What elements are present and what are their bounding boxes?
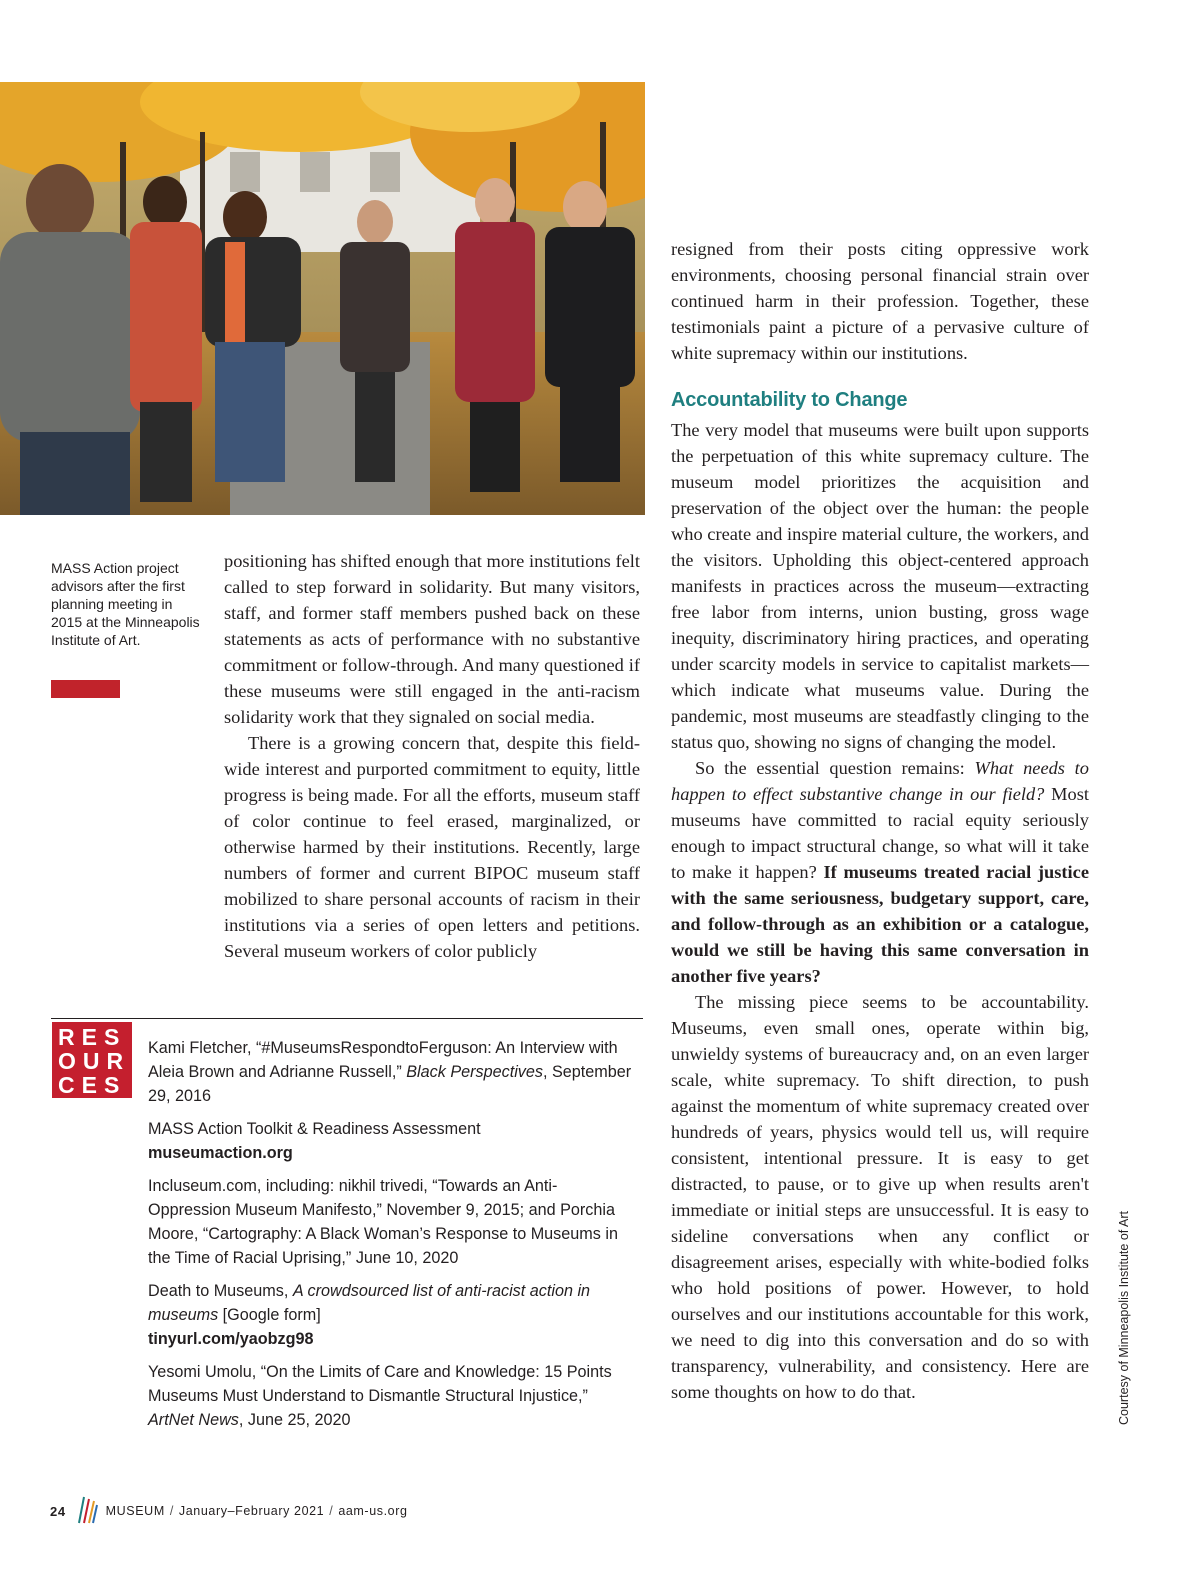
website-link[interactable]: aam-us.org xyxy=(338,1504,408,1518)
right-paragraph-2 xyxy=(671,755,1089,989)
magazine-name: MUSEUM xyxy=(105,1504,165,1518)
middle-column xyxy=(224,548,640,964)
resource-text: Kami Fletcher, “#MuseumsRespondtoFerguson: An Interview with Aleia Brown and Adrianne Russell,” xyxy=(148,1039,618,1081)
resource-item xyxy=(148,1117,638,1165)
resource-text: MASS Action Toolkit & Readiness Assessment xyxy=(148,1120,481,1138)
resource-item xyxy=(148,1279,638,1351)
resource-text: Death to Museums, xyxy=(148,1282,293,1300)
p2-italic-question: What needs to happen to effect substantive change in our field? xyxy=(671,758,1089,804)
resource-text-after: [Google form] xyxy=(218,1306,321,1324)
right-column-intro xyxy=(671,236,1089,366)
resources-list xyxy=(148,1036,638,1441)
aam-logo-icon xyxy=(76,1495,98,1528)
photo-credit: Courtesy of Minneapolis Institute of Art xyxy=(1117,1211,1131,1425)
caption-accent-bar xyxy=(51,680,120,698)
resource-item xyxy=(148,1174,638,1270)
intro-paragraph: resigned from their posts citing oppressive work environments, choosing personal financial strain over continued harm in their profession. Together, these testimonials paint a picture of a pervasive culture of white supremacy within our institutions. xyxy=(671,239,1089,363)
resource-italic: Black Perspectives xyxy=(406,1063,543,1081)
resource-italic: A crowdsourced list of anti-racist action in museums xyxy=(148,1282,591,1324)
photo-caption xyxy=(51,559,201,649)
resources-label-line-2: OUR xyxy=(58,1048,131,1074)
article-photo xyxy=(0,82,645,515)
p2-middle: Most museums have committed to racial equity seriously enough to impact structural change, so what will it take to make it happen? xyxy=(671,784,1089,882)
resource-text-after: , September 29, 2016 xyxy=(148,1063,632,1105)
section-heading: Accountability to Change xyxy=(671,389,908,411)
resources-label-box xyxy=(52,1022,132,1098)
caption-text: MASS Action project advisors after the first planning meeting in 2015 at the Minneapolis Institute of Art. xyxy=(51,560,200,648)
footer-separator: / xyxy=(169,1504,174,1518)
resource-item xyxy=(148,1360,638,1432)
resources-label-line-3: CES xyxy=(58,1072,127,1098)
p2-start: So the essential question remains: xyxy=(695,758,975,778)
right-paragraph-1: The very model that museums were built upon supports the perpetuation of this white supremacy culture. The museum model prioritizes the acquisition and preservation of the object over the human: the people who create and inspire material culture, the workers, and the visitors. Upholding this object-centered approach manifests in practices across the museum—extracting free labor from interns, union busting, gross wage inequity, discriminatory hiring practices, and operating under scarcity models in service to capitalist markets—which indicate what museums value. During the pandemic, most museums are steadfastly clinging to the status quo, showing no signs of changing the model. xyxy=(671,420,1089,752)
p2-bold-question: If museums treated racial justice with the same seriousness, budgetary support, care, and follow-through as an exhibition or a catalogue, would we still be having this same conversation in another five years? xyxy=(671,862,1089,986)
resource-link[interactable]: museumaction.org xyxy=(148,1144,293,1162)
resources-divider xyxy=(51,1018,643,1019)
resource-text: Yesomi Umolu, “On the Limits of Care and Knowledge: 15 Points Museums Must Understand to Dismantle Structural Injustice,” xyxy=(148,1363,612,1405)
page-footer xyxy=(50,1494,408,1528)
resource-italic: ArtNet News xyxy=(148,1411,239,1429)
page-number: 24 xyxy=(50,1503,66,1519)
resource-link[interactable]: tinyurl.com/yaobzg98 xyxy=(148,1330,314,1348)
photo-illustration xyxy=(0,82,645,515)
middle-paragraph-1: positioning has shifted enough that more institutions felt called to step forward in solidarity. But many visitors, staff, and former staff members pushed back on these statements as acts of performance with no substantive commitment or follow-through. And many questioned if these museums were still engaged in the anti-racism solidarity work that they signaled on social media. xyxy=(224,551,640,727)
resource-text: Incluseum.com, including: nikhil trivedi, “Towards an Anti-Oppression Museum Manifesto,” November 9, 2015; and Porchia Moore, “Cartography: A Black Woman’s Response to Museums in the Time of Racial Uprising,” June 10, 2020 xyxy=(148,1177,618,1267)
issue-date: January–February 2021 xyxy=(178,1504,325,1518)
resources-label-line-1: RES xyxy=(58,1024,127,1050)
resource-text-after: , June 25, 2020 xyxy=(238,1411,351,1429)
resource-item xyxy=(148,1036,638,1108)
footer-separator: / xyxy=(329,1504,334,1518)
right-paragraph-3: The missing piece seems to be accountability. Museums, even small ones, operate within big, unwieldy systems of bureaucracy and, on an even larger scale, white supremacy. To shift direction, to push against the momentum of white supremacy created over hundreds of years, physics would tell us, will require consistent, intentional pressure. It is easy to get distracted, to pause, or to give up when results aren't immediate or initial steps are unsuccessful. It is easy to sideline conversations when any conflict or disagreement arises, especially with white-bodied folks who hold positions of power. However, to hold ourselves and our institutions accountable for this work, we need to dig into this conversation and do so with transparency, vulnerability, and consistency. Here are some thoughts on how to do that. xyxy=(671,992,1089,1402)
right-column-body xyxy=(671,417,1089,1405)
middle-paragraph-2: There is a growing concern that, despite this field-wide interest and purported commitment to equity, little progress is being made. For all the efforts, museum staff of color continue to feel erased, marginalized, or otherwise harmed by their institutions. Recently, large numbers of former and current BIPOC museum staff mobilized to share personal accounts of racism in their institutions via a series of open letters and petitions. Several museum workers of color publicly xyxy=(224,733,640,961)
